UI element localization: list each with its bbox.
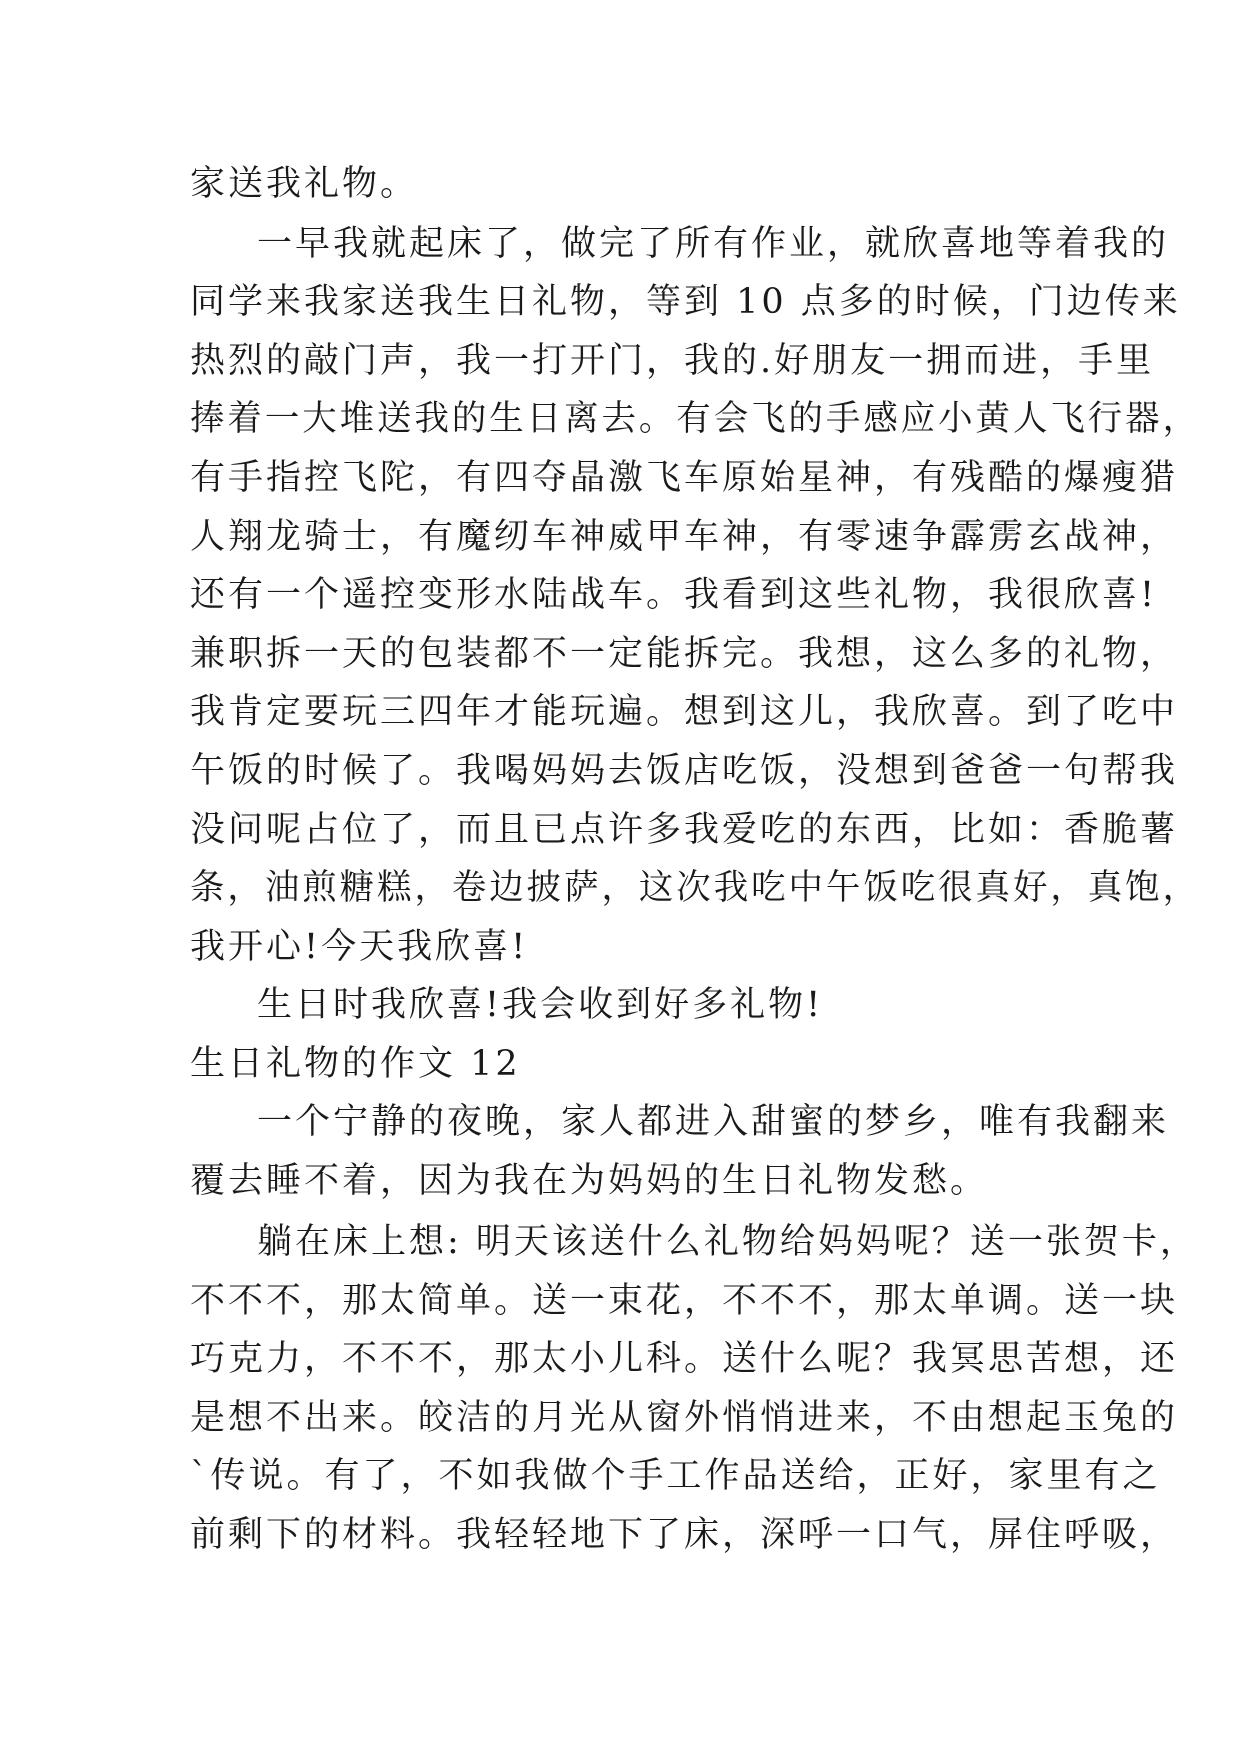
text-line: 午饭的时候了。我喝妈妈去饭店吃饭，没想到爸爸一句帮我 xyxy=(190,751,1179,791)
text-line: 有手指控飞陀，有四夺晶激飞车原始星神，有残酷的爆瘦猎 xyxy=(190,458,1179,498)
text-line: 我肯定要玩三四年才能玩遍。想到这儿，我欣喜。到了吃中 xyxy=(190,692,1179,732)
text-line: 巧克力，不不不，那太小儿科。送什么呢？我冥思苦想，还 xyxy=(190,1339,1179,1379)
section-title: 生日礼物的作文 12 xyxy=(190,1044,521,1084)
text-line: 条，油煎糖糕，卷边披萨，这次我吃中午饭吃很真好，真饱， xyxy=(190,868,1201,908)
text-line: 没问呢占位了，而且已点许多我爱吃的东西，比如：香脆薯 xyxy=(190,810,1179,850)
text-line: 人翔龙骑士，有魔纫车神威甲车神，有零速争霹雳玄战神， xyxy=(190,517,1179,557)
text-line: 热烈的敲门声，我一打开门，我的.好朋友一拥而进，手里 xyxy=(190,341,1155,381)
text-line: 不不不，那太简单。送一束花，不不不，那太单调。送一块 xyxy=(190,1281,1179,1321)
text-line: 兼职拆一天的包装都不一定能拆完。我想，这么多的礼物， xyxy=(190,634,1179,674)
text-line: 家送我礼物。 xyxy=(190,164,419,204)
text-line: 是想不出来。皎洁的月光从窗外悄悄进来，不由想起玉兔的 xyxy=(190,1398,1179,1438)
paragraph-start-line: 生日时我欣喜!我会收到好多礼物! xyxy=(257,985,824,1025)
text-line: 覆去睡不着，因为我在为妈妈的生日礼物发愁。 xyxy=(190,1161,989,1201)
text-line: 捧着一大堆送我的生日离去。有会飞的手感应小黄人飞行器， xyxy=(190,399,1201,439)
paragraph-start-line: 一早我就起床了，做完了所有作业，就欣喜地等着我的 xyxy=(257,224,1170,264)
paragraph-start-line: 一个宁静的夜晚，家人都进入甜蜜的梦乡，唯有我翻来 xyxy=(257,1102,1170,1142)
text-line: 还有一个遥控变形水陆战车。我看到这些礼物，我很欣喜! xyxy=(190,575,1158,615)
text-line: 同学来我家送我生日礼物，等到 10 点多的时候，门边传来 xyxy=(190,282,1181,322)
text-line: 前剩下的材料。我轻轻地下了床，深呼一口气，屏住呼吸， xyxy=(190,1515,1179,1555)
paragraph-start-line: 躺在床上想: 明天该送什么礼物给妈妈呢？送一张贺卡， xyxy=(257,1222,1198,1262)
text-line: 我开心!今天我欣喜! xyxy=(190,927,529,967)
text-line: `传说。有了，不如我做个手工作品送给，正好，家里有之 xyxy=(190,1456,1161,1496)
